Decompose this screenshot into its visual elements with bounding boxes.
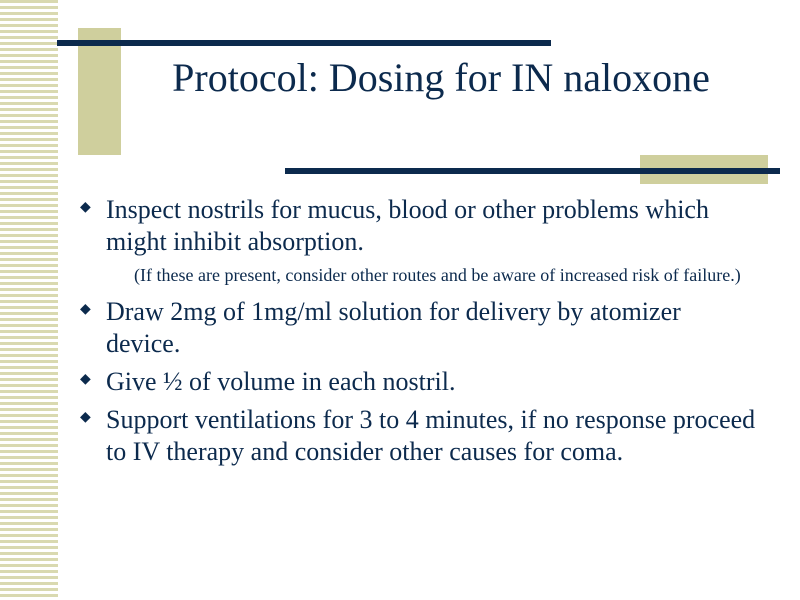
slide-title: Protocol: Dosing for IN naloxone (172, 55, 710, 100)
diamond-bullet-icon: ◆ (80, 372, 91, 387)
diamond-bullet-icon: ◆ (80, 302, 91, 317)
bullet-text: Support ventilations for 3 to 4 minutes, if no response proceed to IV therapy and consider other causes for coma. (106, 405, 756, 466)
bullet-item (78, 366, 758, 398)
title-rule-top (57, 40, 551, 46)
bullet-item (78, 194, 758, 258)
bullet-text: Draw 2mg of 1mg/ml solution for delivery by atomizer device. (106, 297, 681, 358)
diamond-bullet-icon: ◆ (80, 410, 91, 425)
bullet-item (78, 296, 758, 360)
diamond-bullet-icon: ◆ (80, 200, 91, 215)
bullet-text: Give ½ of volume in each nostril. (106, 367, 456, 396)
decorative-stripes (0, 0, 58, 600)
bullet-text: Inspect nostrils for mucus, blood or other problems which might inhibit absorption. (106, 195, 709, 256)
slide-content (78, 194, 758, 474)
title-rule-bottom (285, 168, 780, 174)
accent-block-left (78, 28, 121, 155)
bullet-item (78, 404, 758, 468)
sub-note: (If these are present, consider other routes and be aware of increased risk of failure.) (134, 265, 741, 285)
